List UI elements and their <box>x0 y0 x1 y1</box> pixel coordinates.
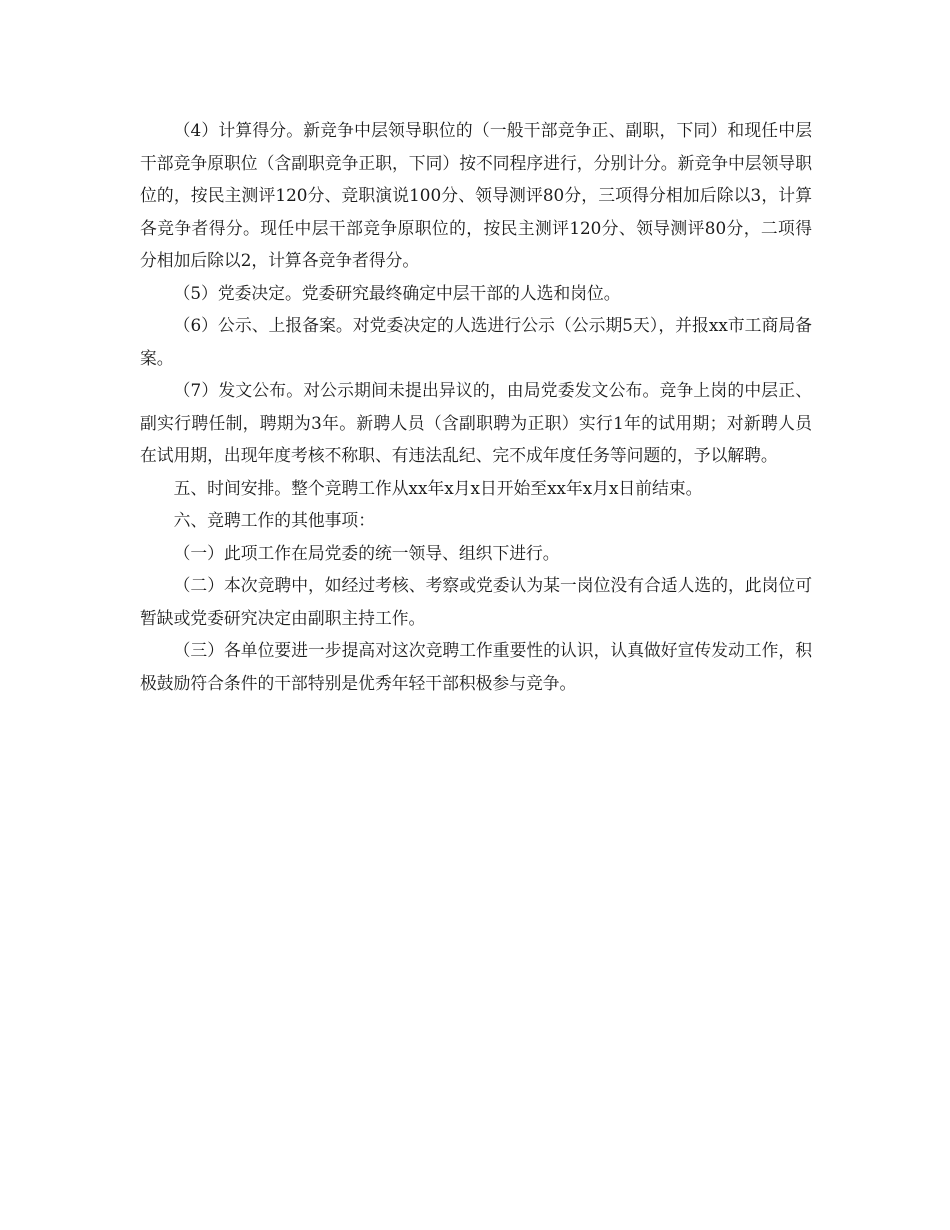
paragraph-other-matters-1: （一）此项工作在局党委的统一领导、组织下进行。 <box>173 542 560 563</box>
paragraph-time-schedule: 五、时间安排。整个竞聘工作从xx年x月x日开始至xx年x月x日前结束。 <box>173 477 703 498</box>
paragraph-calculate-score: （4）计算得分。新竞争中层领导职位的（一般干部竞争正、副职，下同）和现任中层干部竞争原职位（含副职竞争正职，下同）按不同程序进行，分别计分。新竞争中层领导职位的，按民主测评120分、竞职演说100分、领导测评80分，三项得分相加后除以3，计算各竞争者得分。现任中层干部竞争原职位的，按民主测评120分、领导测评80分，二项得分相加后除以2，计算各竞争者得分。 <box>140 120 812 270</box>
paragraph-issue-announcement: （7）发文公布。对公示期间未提出异议的，由局党委发文公布。竞争上岗的中层正、副实行聘任制，聘期为3年。新聘人员（含副职聘为正职）实行1年的试用期；对新聘人员在试用期，出现年度考核不称职、有违法乱纪、完不成年度任务等问题的，予以解聘。 <box>140 380 812 465</box>
paragraph-other-matters-heading: 六、竞聘工作的其他事项： <box>173 510 375 530</box>
paragraph-party-decision: （5）党委决定。党委研究最终确定中层干部的人选和岗位。 <box>173 282 621 303</box>
paragraph-publicity-filing: （6）公示、上报备案。对党委决定的人选进行公示（公示期5天），并报xx市工商局备案。 <box>140 315 812 368</box>
paragraph-other-matters-2: （二）本次竞聘中，如经过考核、考察或党委认为某一岗位没有合适人选的，此岗位可暂缺或党委研究决定由副职主持工作。 <box>140 575 812 628</box>
paragraph-other-matters-3: （三）各单位要进一步提高对这次竞聘工作重要性的认识，认真做好宣传发动工作，积极鼓励符合条件的干部特别是优秀年轻干部积极参与竞争。 <box>140 640 812 693</box>
document-body <box>140 114 812 699</box>
